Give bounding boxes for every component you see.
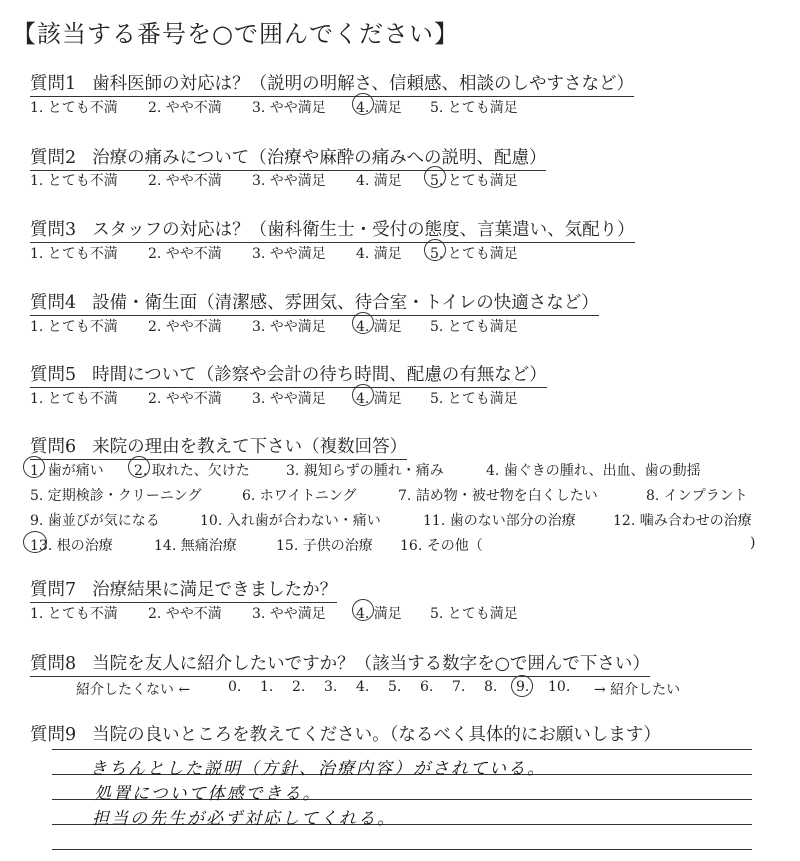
option-3[interactable]: 3. やや満足 <box>252 391 326 407</box>
question-number: 質問7 <box>30 580 77 600</box>
question-number: 質問9 <box>30 725 77 745</box>
scale-right-label: → 紹介したい <box>594 682 681 698</box>
question-text: 治療の痛みについて（治療や麻酔の痛みへの説明、配慮） <box>92 148 547 168</box>
option-4[interactable]: 4. 満足 <box>356 246 402 262</box>
option-1[interactable]: 1. とても不満 <box>30 173 118 189</box>
option-4[interactable]: 4. 歯ぐきの腫れ、出血、歯の動揺 <box>486 463 701 479</box>
question-number: 質問3 <box>30 220 77 240</box>
option-5[interactable]: 5. とても満足 <box>430 173 518 189</box>
question-5-title <box>30 361 547 388</box>
option-4[interactable]: 4. 満足 <box>356 100 402 116</box>
option-2[interactable]: 2. やや不満 <box>148 173 222 189</box>
answer-circle-mark <box>352 312 374 334</box>
scale-3[interactable]: 3. <box>324 679 338 695</box>
scale-6[interactable]: 6. <box>420 679 434 695</box>
option-5[interactable]: 5. とても満足 <box>430 606 518 622</box>
option-4[interactable]: 4. 満足 <box>356 319 402 335</box>
question-text: 時間について（診察や会計の待ち時間、配慮の有無など） <box>92 365 547 385</box>
answer-circle-mark <box>23 456 45 478</box>
option-3[interactable]: 3. やや満足 <box>252 100 326 116</box>
option-2[interactable]: 2. やや不満 <box>148 100 222 116</box>
other-close-paren: ) <box>750 535 756 551</box>
question-text: 設備・衛生面（清潔感、雰囲気、待合室・トイレの快適さなど） <box>92 293 599 313</box>
question-number: 質問8 <box>30 654 77 674</box>
handwritten-answer-2: 処置について体感できる。 <box>94 784 322 804</box>
question-number: 質問1 <box>30 74 77 94</box>
handwritten-answer-1: きちんとした説明（方針、治療内容）がされている。 <box>90 759 546 779</box>
option-5[interactable]: 5. とても満足 <box>430 100 518 116</box>
question-6-title <box>30 433 407 460</box>
option-6[interactable]: 6. ホワイトニング <box>242 488 357 504</box>
option-1[interactable]: 1. とても不満 <box>30 606 118 622</box>
question-text: 来院の理由を教えて下さい（複数回答） <box>92 437 408 457</box>
question-number: 質問6 <box>30 437 77 457</box>
answer-circle-mark <box>424 239 446 261</box>
question-3-title <box>30 216 635 243</box>
page-title: 【該当する番号を○で囲んでください】 <box>12 20 459 48</box>
option-4[interactable]: 4. 満足 <box>356 173 402 189</box>
question-text: 歯科医師の対応は？（説明の明解さ、信頼感、相談のしやすさなど） <box>92 74 634 94</box>
option-11[interactable]: 11. 歯のない部分の治療 <box>423 513 576 529</box>
scale-left-label: 紹介したくない ← <box>76 682 191 698</box>
question-text: 当院の良いところを教えてください。（なるべく具体的にお願いします） <box>92 725 661 745</box>
option-5[interactable]: 5. とても満足 <box>430 391 518 407</box>
option-12[interactable]: 12. 噛み合わせの治療 <box>613 513 752 529</box>
option-5[interactable]: 5. とても満足 <box>430 246 518 262</box>
option-3[interactable]: 3. やや満足 <box>252 173 326 189</box>
handwritten-answer-3: 担当の先生が必ず対応してくれる。 <box>92 809 396 829</box>
option-1[interactable]: 1. とても不満 <box>30 100 118 116</box>
question-text: スタッフの対応は？（歯科衛生士・受付の態度、言葉遣い、気配り） <box>92 220 635 240</box>
question-4-title <box>30 289 599 316</box>
option-10[interactable]: 10. 入れ歯が合わない・痛い <box>200 513 381 529</box>
question-text: 治療結果に満足できましたか？ <box>92 580 338 600</box>
option-3[interactable]: 3. やや満足 <box>252 246 326 262</box>
option-5[interactable]: 5. とても満足 <box>430 319 518 335</box>
option-5[interactable]: 5. 定期検診・クリーニング <box>30 488 202 504</box>
question-number: 質問4 <box>30 293 77 313</box>
scale-0[interactable]: 0. <box>228 679 242 695</box>
scale-2[interactable]: 2. <box>292 679 306 695</box>
option-1[interactable]: 1. とても不満 <box>30 319 118 335</box>
option-3[interactable]: 3. やや満足 <box>252 606 326 622</box>
option-14[interactable]: 14. 無痛治療 <box>154 538 237 554</box>
option-2[interactable]: 2. やや不満 <box>148 246 222 262</box>
option-15[interactable]: 15. 子供の治療 <box>276 538 373 554</box>
answer-circle-mark <box>128 456 150 478</box>
option-1[interactable]: 1. 歯が痛い <box>30 463 104 479</box>
answer-circle-mark <box>352 93 374 115</box>
option-2[interactable]: 2. やや不満 <box>148 606 222 622</box>
option-2[interactable]: 2. やや不満 <box>148 391 222 407</box>
scale-1[interactable]: 1. <box>260 679 274 695</box>
question-2-title <box>30 144 546 171</box>
scale-9[interactable]: 9. <box>516 679 530 695</box>
option-2[interactable]: 2. やや不満 <box>148 319 222 335</box>
option-2[interactable]: 2. 取れた、欠けた <box>134 463 250 479</box>
answer-circle-mark <box>352 599 374 621</box>
question-7-title <box>30 576 337 603</box>
answer-circle-mark <box>352 384 374 406</box>
option-7[interactable]: 7. 詰め物・被せ物を白くしたい <box>398 488 598 504</box>
question-number: 質問2 <box>30 148 77 168</box>
question-number: 質問5 <box>30 365 77 385</box>
option-8[interactable]: 8. インプラント <box>646 488 748 504</box>
option-4[interactable]: 4. 満足 <box>356 391 402 407</box>
option-16[interactable]: 16. その他（ <box>400 538 483 554</box>
question-1-title <box>30 70 634 97</box>
answer-line <box>52 749 752 750</box>
scale-4[interactable]: 4. <box>356 679 370 695</box>
question-8-title <box>30 650 650 677</box>
question-text: 当院を友人に紹介したいですか？（該当する数字を○で囲んで下さい） <box>92 654 650 674</box>
answer-circle-mark <box>23 531 47 553</box>
answer-circle-mark <box>424 166 446 188</box>
question-9-title <box>30 721 661 747</box>
option-13[interactable]: 13. 根の治療 <box>30 538 113 554</box>
scale-5[interactable]: 5. <box>388 679 402 695</box>
option-9[interactable]: 9. 歯並びが気になる <box>30 513 160 529</box>
scale-8[interactable]: 8. <box>484 679 498 695</box>
option-4[interactable]: 4. 満足 <box>356 606 402 622</box>
answer-line <box>52 849 752 850</box>
scale-7[interactable]: 7. <box>452 679 466 695</box>
scale-10[interactable]: 10. <box>548 679 571 695</box>
option-3[interactable]: 3. 親知らずの腫れ・痛み <box>286 463 444 479</box>
option-1[interactable]: 1. とても不満 <box>30 391 118 407</box>
answer-circle-mark <box>511 675 533 697</box>
option-1[interactable]: 1. とても不満 <box>30 246 118 262</box>
option-3[interactable]: 3. やや満足 <box>252 319 326 335</box>
